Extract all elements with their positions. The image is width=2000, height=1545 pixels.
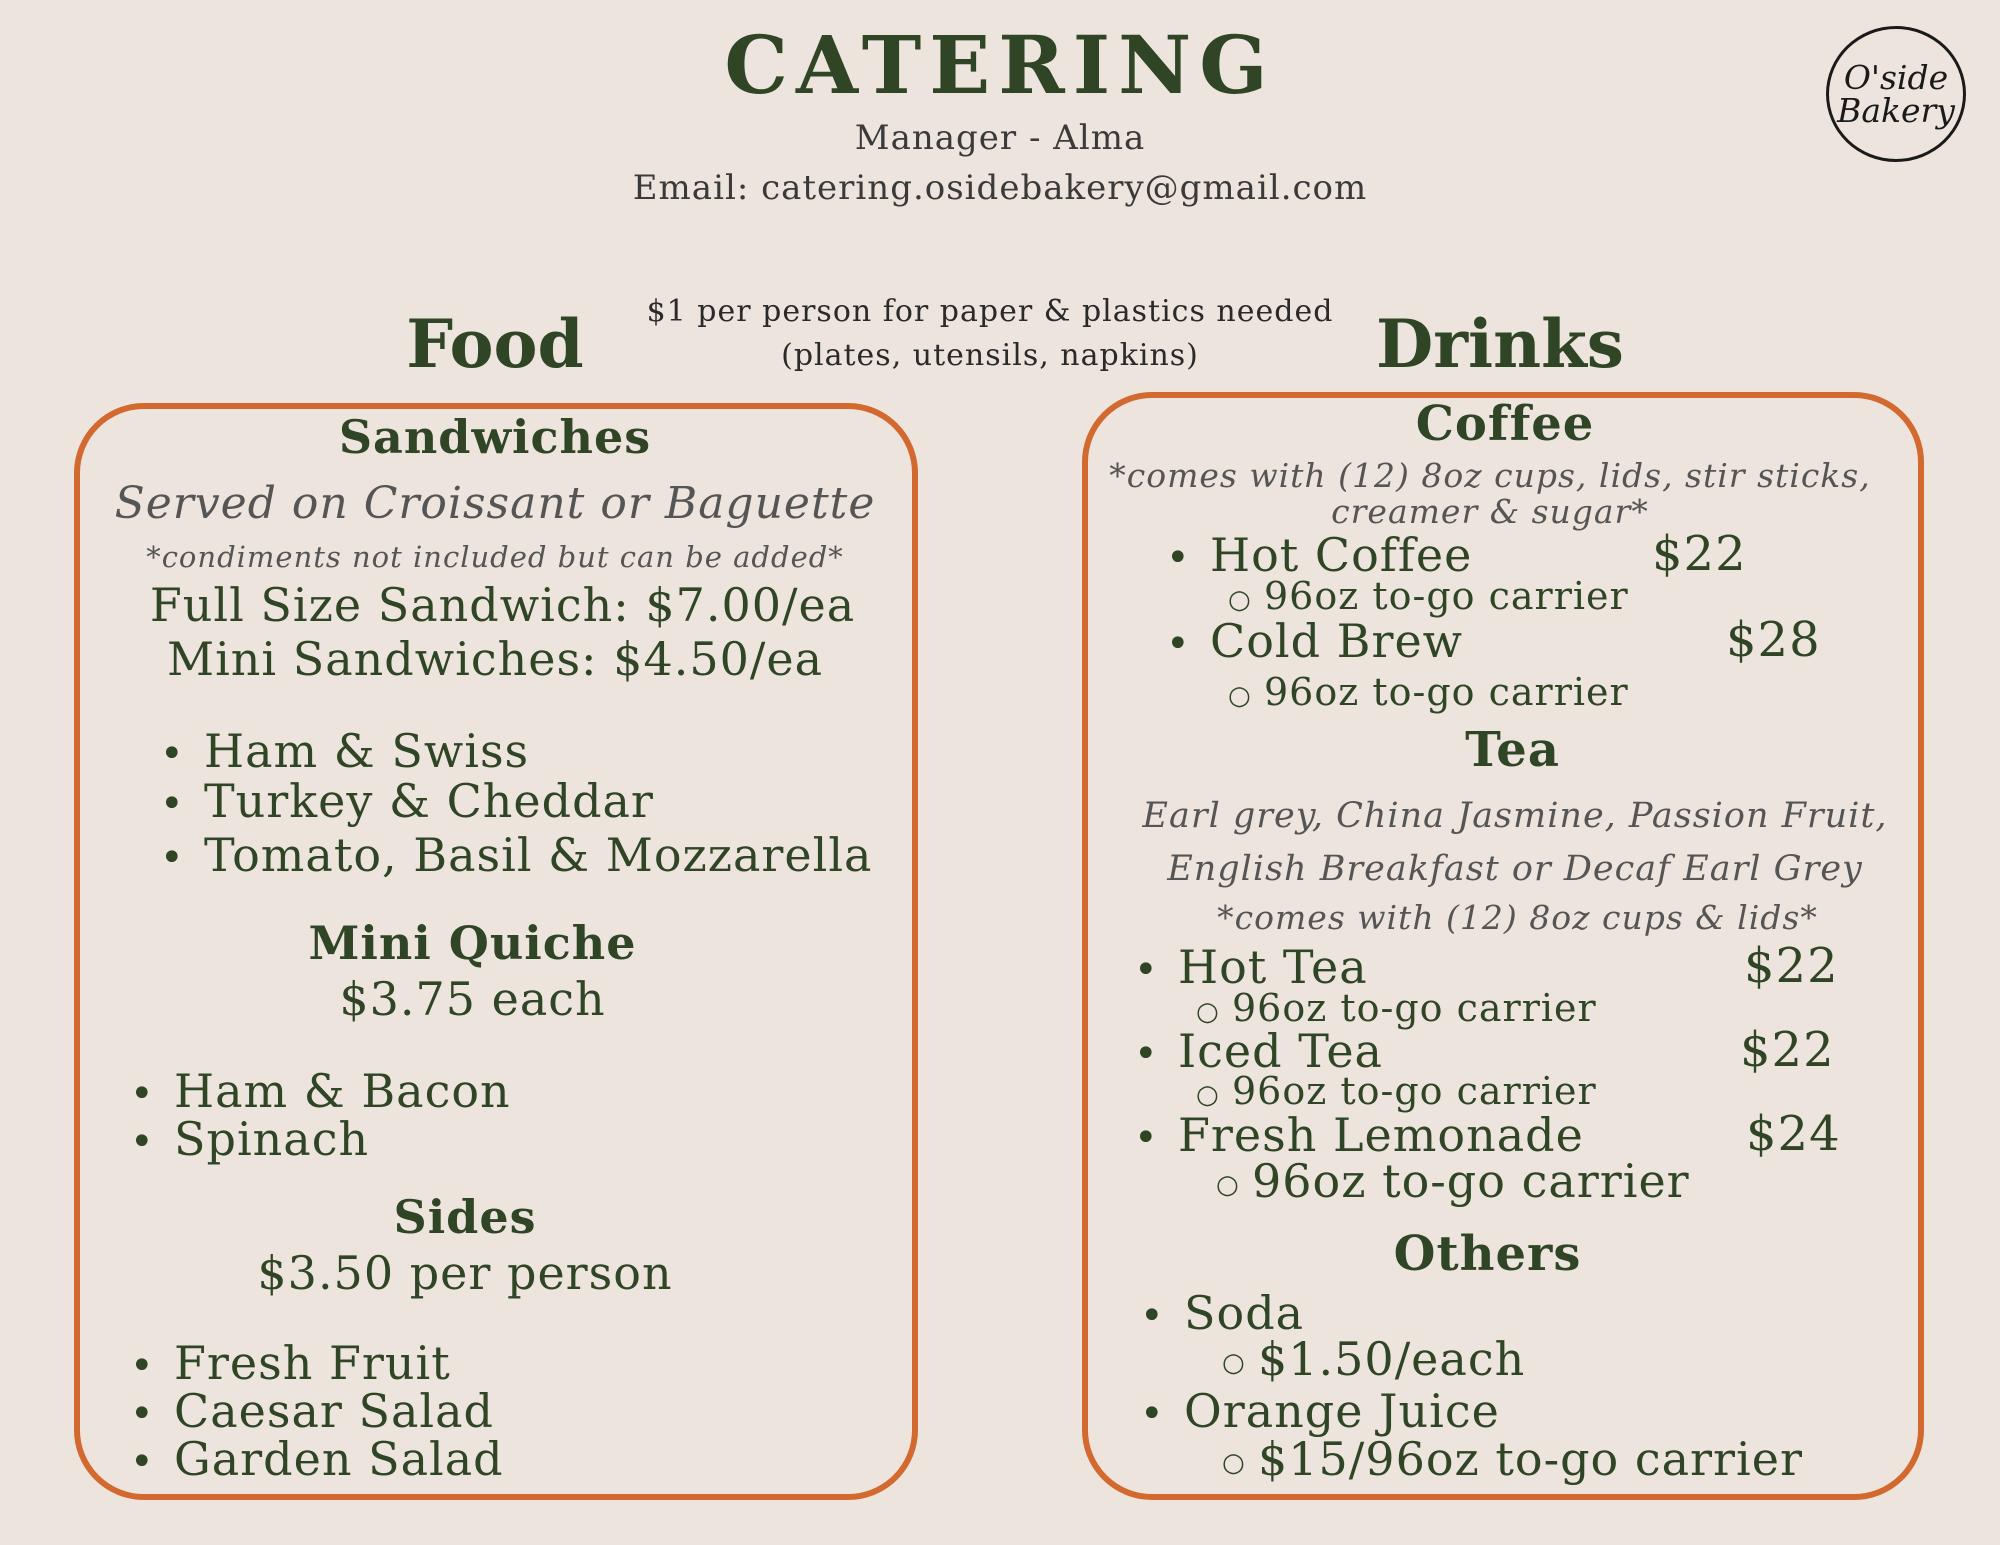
tea-note: *comes with (12) 8oz cups & lids* xyxy=(1217,898,1818,937)
notice-line-1: $1 per person for paper & plastics needed xyxy=(646,294,1334,329)
sub-list-item: ○ 96oz to-go carrier xyxy=(1228,670,1629,714)
list-item: • Cold Brew xyxy=(1166,614,1464,668)
list-item: • Orange Juice xyxy=(1140,1384,1500,1438)
food-heading: Food xyxy=(406,305,584,383)
bullet-icon: • xyxy=(1140,1293,1165,1339)
sub-list-item: ○ 96oz to-go carrier xyxy=(1196,1069,1597,1113)
bullet-icon: • xyxy=(130,1343,155,1389)
paper-plastics-notice xyxy=(620,290,1360,378)
bullet-icon: • xyxy=(130,1391,155,1437)
bullet-icon: • xyxy=(160,731,185,777)
sub-list-item: ○ 96oz to-go carrier xyxy=(1216,1154,1690,1208)
circle-bullet-icon: ○ xyxy=(1228,584,1252,615)
bullet-icon: • xyxy=(160,835,185,881)
others-heading: Others xyxy=(1393,1226,1582,1282)
logo-line-2: Bakery xyxy=(1837,91,1955,130)
price: $22 xyxy=(1740,1022,1835,1078)
tea-flavors-line-1: Earl grey, China Jasmine, Passion Fruit, xyxy=(1142,796,1888,836)
full-size-sandwich-price: Full Size Sandwich: $7.00/ea xyxy=(149,578,856,632)
bullet-icon: • xyxy=(1134,947,1159,993)
tea-heading: Tea xyxy=(1465,722,1560,778)
price: $22 xyxy=(1744,938,1839,994)
list-item: • Fresh Fruit xyxy=(130,1336,451,1390)
coffee-heading: Coffee xyxy=(1415,396,1595,452)
list-item: • Garden Salad xyxy=(130,1432,504,1486)
circle-bullet-icon: ○ xyxy=(1216,1170,1240,1200)
sub-list-item: ○ 96oz to-go carrier xyxy=(1228,574,1629,618)
list-item: • Iced Tea xyxy=(1134,1024,1383,1078)
list-item: • Ham & Bacon xyxy=(130,1064,511,1118)
circle-bullet-icon: ○ xyxy=(1196,1079,1220,1110)
list-item: • Hot Coffee xyxy=(1166,528,1473,582)
manager-name: Manager - Alma xyxy=(854,118,1146,158)
circle-bullet-icon: ○ xyxy=(1222,1448,1246,1478)
sandwiches-served-on: Served on Croissant or Baguette xyxy=(114,478,876,529)
page-title: CATERING xyxy=(724,18,1276,112)
list-item: • Spinach xyxy=(130,1112,370,1166)
list-item: • Ham & Swiss xyxy=(160,724,530,778)
drinks-heading: Drinks xyxy=(1376,305,1624,383)
price: $22 xyxy=(1652,526,1747,582)
tea-flavors xyxy=(1100,790,1930,896)
list-item: • Tomato, Basil & Mozzarella xyxy=(160,828,873,882)
sub-list-item: ○ $15/96oz to-go carrier xyxy=(1222,1432,1803,1486)
bakery-logo xyxy=(1826,26,1966,162)
list-item: • Turkey & Cheddar xyxy=(160,774,654,828)
contact-email: Email: catering.osidebakery@gmail.com xyxy=(632,168,1368,208)
notice-line-2: (plates, utensils, napkins) xyxy=(781,338,1199,373)
bullet-icon: • xyxy=(160,781,185,827)
bullet-icon: • xyxy=(1166,535,1191,581)
mini-sandwich-price: Mini Sandwiches: $4.50/ea xyxy=(166,632,824,686)
coffee-note-line-1: *comes with (12) 8oz cups, lids, stir sticks, xyxy=(1109,456,1871,495)
price: $28 xyxy=(1726,612,1821,668)
sandwiches-heading: Sandwiches xyxy=(338,410,652,464)
bullet-icon: • xyxy=(1134,1031,1159,1077)
mini-quiche-heading: Mini Quiche xyxy=(308,916,637,970)
bullet-icon: • xyxy=(1134,1115,1159,1161)
circle-bullet-icon: ○ xyxy=(1196,996,1220,1027)
coffee-note xyxy=(1090,458,1890,530)
tea-flavors-line-2: English Breakfast or Decaf Earl Grey xyxy=(1167,849,1863,889)
sides-heading: Sides xyxy=(393,1190,537,1244)
circle-bullet-icon: ○ xyxy=(1222,1348,1246,1378)
sub-list-item: ○ 96oz to-go carrier xyxy=(1196,986,1597,1030)
bullet-icon: • xyxy=(130,1071,155,1117)
list-item: • Fresh Lemonade xyxy=(1134,1108,1584,1162)
price: $24 xyxy=(1746,1106,1841,1162)
circle-bullet-icon: ○ xyxy=(1228,680,1252,711)
coffee-note-line-2: creamer & sugar* xyxy=(1331,492,1649,531)
bullet-icon: • xyxy=(130,1439,155,1485)
list-item: • Hot Tea xyxy=(1134,940,1368,994)
sub-list-item: ○ $1.50/each xyxy=(1222,1332,1526,1386)
sides-price: $3.50 per person xyxy=(257,1246,673,1300)
mini-quiche-price: $3.75 each xyxy=(339,972,606,1026)
bullet-icon: • xyxy=(130,1119,155,1165)
logo-line-1: O'side xyxy=(1843,58,1949,97)
bullet-icon: • xyxy=(1166,621,1191,667)
list-item: • Soda xyxy=(1140,1286,1305,1340)
list-item: • Caesar Salad xyxy=(130,1384,495,1438)
condiments-note: *condiments not included but can be added* xyxy=(146,540,844,574)
bullet-icon: • xyxy=(1140,1391,1165,1437)
